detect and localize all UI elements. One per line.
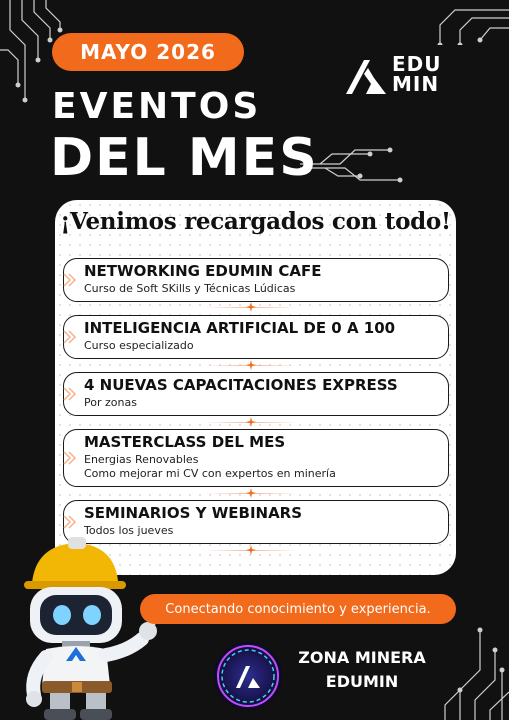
robot-mascot-icon bbox=[10, 535, 170, 720]
events-card bbox=[55, 200, 456, 575]
event-item-masterclass bbox=[63, 429, 449, 487]
events-card-heading: ¡Venimos recargados con todo! bbox=[60, 208, 451, 235]
event-subtitle: Por zonas bbox=[84, 396, 137, 409]
event-title: MASTERCLASS DEL MES bbox=[84, 433, 286, 451]
edumin-logo bbox=[344, 54, 454, 100]
event-title: SEMINARIOS Y WEBINARS bbox=[84, 504, 303, 522]
event-item-networking bbox=[63, 258, 449, 302]
event-title: NETWORKING EDUMIN CAFE bbox=[84, 262, 322, 280]
event-title: INTELIGENCIA ARTIFICIAL DE 0 A 100 bbox=[84, 319, 396, 337]
event-subtitle: Curso especializado bbox=[84, 339, 194, 352]
chevron-right-icon bbox=[62, 373, 78, 415]
event-subtitle: Todos los jueves bbox=[84, 524, 174, 537]
month-badge: MAYO 2026 bbox=[52, 33, 244, 71]
edumin-wordmark-line1: EDU bbox=[392, 52, 442, 76]
tagline-badge: Conectando conocimiento y experiencia. bbox=[140, 594, 456, 624]
event-subtitle: Como mejorar mi CV con expertos en minería bbox=[84, 467, 336, 480]
circuit-decoration-icon bbox=[440, 610, 509, 720]
chevron-right-icon bbox=[62, 430, 78, 486]
event-title: 4 NUEVAS CAPACITACIONES EXPRESS bbox=[84, 376, 398, 394]
sparkle-icon bbox=[246, 545, 256, 555]
circuit-decoration-icon bbox=[430, 0, 509, 45]
zona-minera-line2: EDUMIN bbox=[325, 672, 399, 691]
event-subtitle: Energias Renovables bbox=[84, 453, 199, 466]
chevron-right-icon bbox=[62, 316, 78, 358]
zona-minera-label bbox=[282, 646, 442, 694]
chevron-right-icon bbox=[62, 259, 78, 301]
sparkle-icon bbox=[246, 417, 256, 427]
page-title-line1: EVENTOS bbox=[52, 86, 262, 127]
sparkle-icon bbox=[246, 360, 256, 370]
edumin-wordmark bbox=[392, 54, 442, 94]
edumin-wordmark-line2: MIN bbox=[392, 72, 440, 96]
zona-minera-line1: ZONA MINERA bbox=[298, 648, 426, 667]
event-subtitle: Curso de Soft SKills y Técnicas Lúdicas bbox=[84, 282, 296, 295]
page-title-line2: DEL MES bbox=[50, 128, 319, 188]
sparkle-icon bbox=[246, 302, 256, 312]
event-item-ia bbox=[63, 315, 449, 359]
event-item-capacitaciones bbox=[63, 372, 449, 416]
edumin-logo-icon bbox=[344, 58, 388, 94]
zona-minera-logo-icon bbox=[212, 640, 284, 712]
sparkle-icon bbox=[246, 488, 256, 498]
